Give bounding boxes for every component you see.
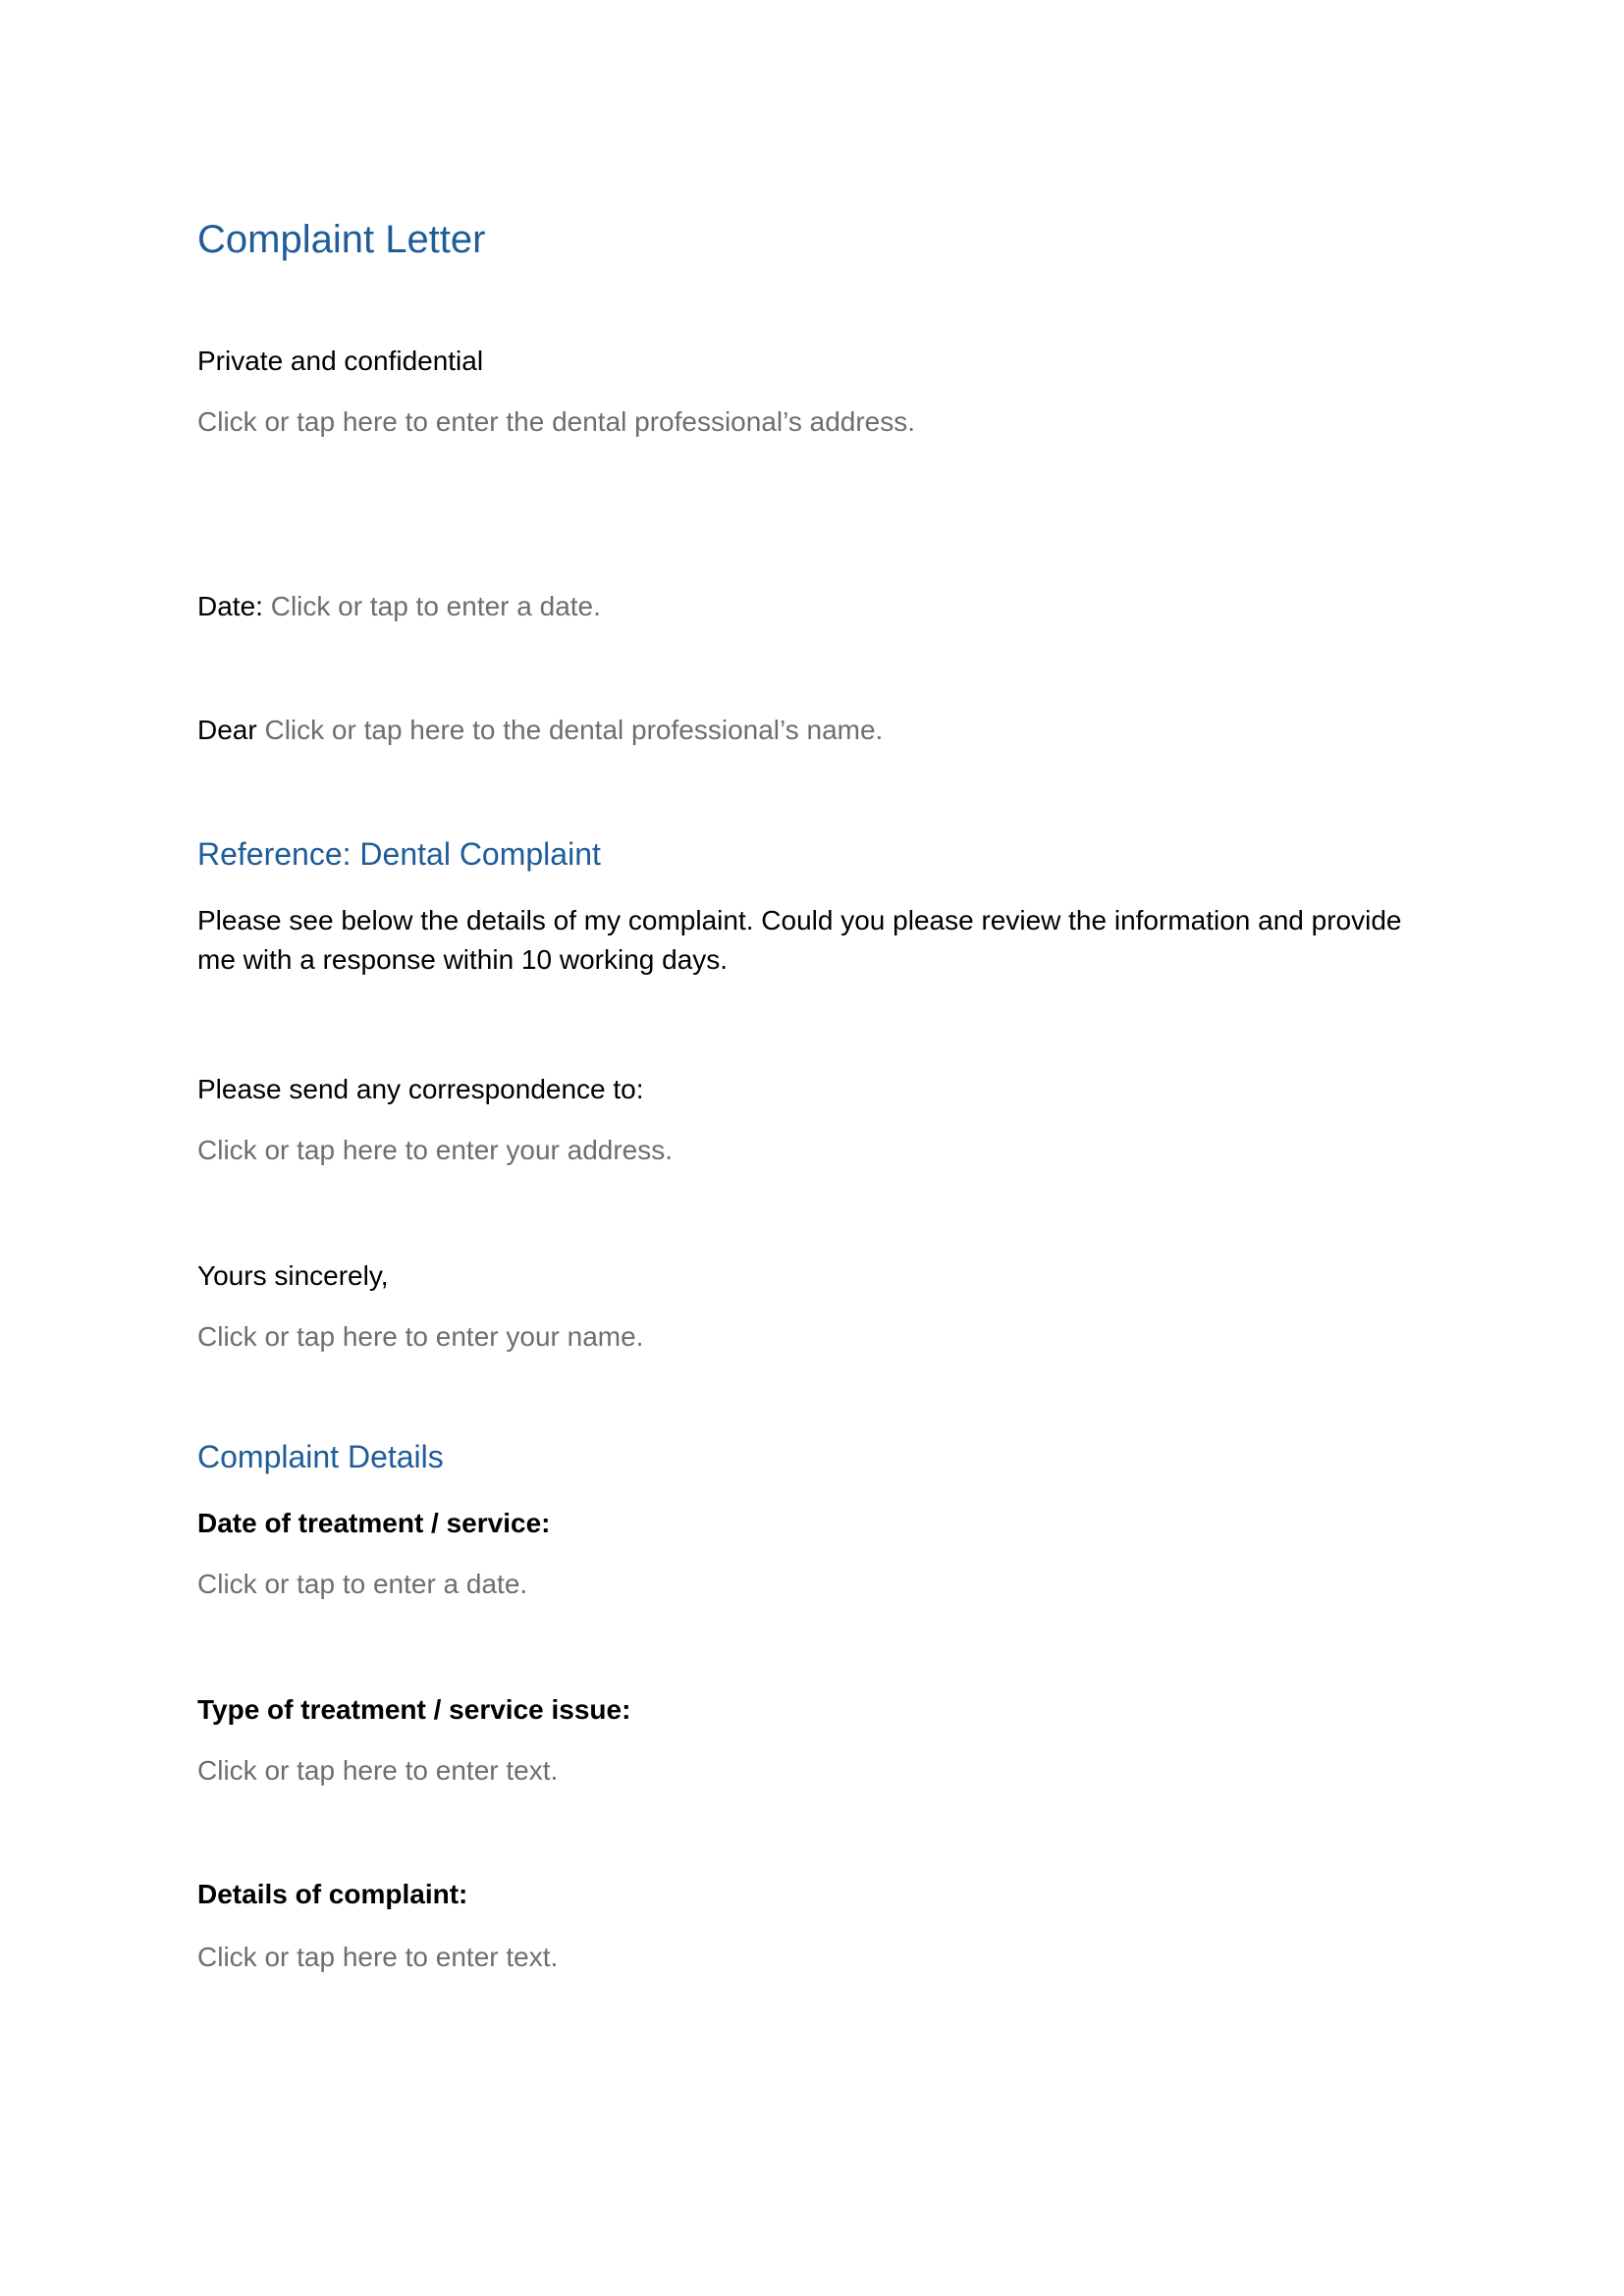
your-name-field[interactable]: Click or tap here to enter your name.: [197, 1321, 644, 1352]
reference-heading: Reference: Dental Complaint: [197, 836, 601, 872]
salutation-line: [197, 711, 883, 750]
page-title: Complaint Letter: [197, 218, 486, 261]
your-address-field[interactable]: Click or tap here to enter your address.: [197, 1135, 674, 1165]
recipient-name-field[interactable]: Click or tap here to the dental professional’s name.: [264, 715, 884, 745]
complaint-details-field[interactable]: Click or tap here to enter text.: [197, 1942, 559, 1972]
treatment-date-field[interactable]: Click or tap to enter a date.: [197, 1569, 528, 1599]
treatment-type-field[interactable]: Click or tap here to enter text.: [197, 1755, 559, 1786]
intro-paragraph: Please see below the details of my complaint. Could you please review the information and provide me with a response within 10 working days.: [197, 905, 1402, 975]
complaint-details-heading: Complaint Details: [197, 1439, 444, 1474]
correspondence-label: Please send any correspondence to:: [197, 1074, 644, 1104]
treatment-type-label: Type of treatment / service issue:: [197, 1694, 631, 1725]
private-confidential-label: Private and confidential: [197, 346, 484, 376]
salutation-label: Dear: [197, 715, 257, 745]
complaint-details-label: Details of complaint:: [197, 1879, 468, 1909]
date-line: [197, 587, 601, 626]
date-label: Date:: [197, 591, 263, 621]
recipient-address-field[interactable]: Click or tap here to enter the dental professional’s address.: [197, 406, 916, 437]
treatment-date-label: Date of treatment / service:: [197, 1508, 551, 1538]
closing-text: Yours sincerely,: [197, 1260, 389, 1291]
letter-date-field[interactable]: Click or tap to enter a date.: [270, 591, 601, 621]
